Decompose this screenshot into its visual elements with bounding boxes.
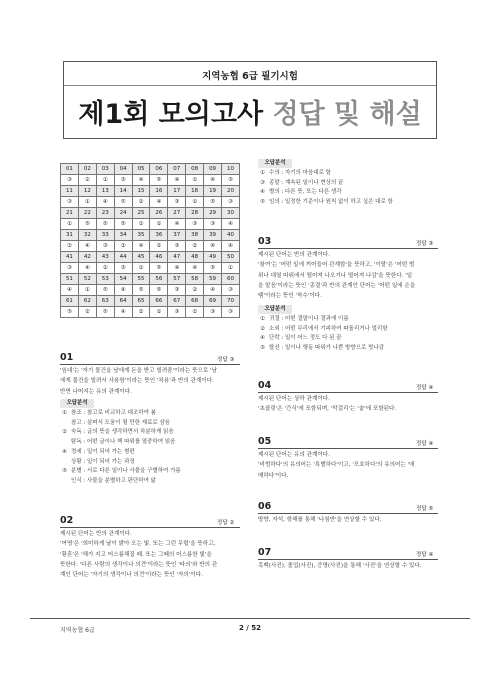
wrong-answer-badge: 오답분석: [60, 399, 94, 408]
grid-question-number: 61: [61, 296, 79, 307]
grid-answer: ③: [61, 175, 79, 186]
grid-question-number: 10: [222, 164, 240, 175]
grid-answer-row: [61, 263, 240, 274]
grid-answer: ①: [78, 197, 96, 208]
grid-question-number: 38: [186, 230, 204, 241]
grid-question-number: 19: [204, 186, 222, 197]
explanation-06: [258, 515, 443, 525]
grid-answer: ⑤: [150, 285, 168, 296]
grid-answer: ③: [168, 285, 186, 296]
grid-answer: ④: [222, 219, 240, 230]
grid-answer: ②: [61, 241, 79, 252]
grid-answer: ①: [78, 285, 96, 296]
list-item: 탐독 : 어떤 글이나 책 따위를 열중하여 읽음: [71, 439, 176, 446]
grid-answer-row: [61, 307, 240, 318]
explanation-07: [258, 561, 443, 571]
grid-question-number: 04: [114, 164, 132, 175]
grid-question-number: 08: [186, 164, 204, 175]
grid-question-number: 51: [61, 274, 79, 285]
grid-question-number: 05: [132, 164, 150, 175]
grid-question-number: 28: [186, 208, 204, 219]
answer-04: 정답 ④: [416, 385, 434, 391]
grid-question-number: 21: [61, 208, 79, 219]
grid-question-number: 27: [168, 208, 186, 219]
grid-answer: ⑤: [61, 307, 79, 318]
explanation-line: '임대'는 '자기 물건을 남에게 돈을 받고 빌려줌'이라는 뜻으로 '남: [60, 368, 218, 374]
grid-question-number: 16: [150, 186, 168, 197]
grid-question-number: 57: [168, 274, 186, 285]
question-divider: [258, 559, 438, 560]
grid-question-number: 64: [114, 296, 132, 307]
question-number-04: 04: [258, 380, 272, 391]
list-item: ⑤ 분별 : 서로 다른 일이나 사물을 구별하여 가름: [62, 468, 181, 475]
grid-question-number: 31: [61, 230, 79, 241]
grid-question-number: 13: [96, 186, 114, 197]
grid-answer: ③: [61, 197, 79, 208]
grid-answer: ②: [96, 263, 114, 274]
grid-answer: ④: [204, 241, 222, 252]
grid-answer: ①: [150, 307, 168, 318]
grid-answer: ④: [78, 263, 96, 274]
grid-answer: ②: [186, 241, 204, 252]
answer-01: 정답 ③: [217, 357, 235, 363]
grid-answer: ③: [168, 307, 186, 318]
grid-question-number: 01: [61, 164, 79, 175]
grid-question-number: 11: [61, 186, 79, 197]
grid-answer: ④: [168, 175, 186, 186]
question-number-02: 02: [60, 515, 74, 526]
grid-question-number: 42: [78, 252, 96, 263]
grid-question-number: 17: [168, 186, 186, 197]
grid-answer: ③: [168, 241, 186, 252]
grid-answer: ①: [186, 307, 204, 318]
grid-question-number: 29: [204, 208, 222, 219]
footer-divider: [30, 618, 470, 619]
grid-number-row: [61, 208, 240, 219]
grid-question-number: 49: [204, 252, 222, 263]
grid-answer: ④: [168, 263, 186, 274]
title-answers: 정답 및 해설: [272, 99, 422, 130]
grid-question-number: 03: [96, 164, 114, 175]
title-box: [63, 61, 437, 139]
question-divider: [258, 513, 438, 514]
grid-question-number: 48: [186, 252, 204, 263]
grid-answer-row: [61, 285, 240, 296]
grid-question-number: 66: [150, 296, 168, 307]
explanation-05: [258, 450, 443, 481]
grid-answer: ⑤: [96, 307, 114, 318]
explanation-01: [60, 366, 242, 397]
title-round: 제1회 모의고사: [78, 99, 264, 130]
grid-answer: ③: [96, 241, 114, 252]
grid-answer: ⑤: [114, 219, 132, 230]
grid-answer: ②: [132, 197, 150, 208]
explanation-line: 뗌'이라는 뜻인 '착수'이다.: [258, 293, 322, 300]
grid-question-number: 22: [78, 208, 96, 219]
grid-answer: ③: [222, 197, 240, 208]
grid-question-number: 15: [132, 186, 150, 197]
grid-answer-row: [61, 197, 240, 208]
grid-answer: ③: [168, 197, 186, 208]
grid-number-row: [61, 252, 240, 263]
answer-02: 정답 ②: [217, 520, 235, 526]
explanation-line: '초콜릿'은 '간식'에 포함되며, '막걸리'는 '술'에 포함된다.: [258, 406, 397, 413]
grid-question-number: 39: [204, 230, 222, 241]
grid-answer: ④: [150, 197, 168, 208]
question-number-05: 05: [258, 436, 272, 447]
grid-question-number: 12: [78, 186, 96, 197]
grid-answer: ⑤: [150, 263, 168, 274]
explanation-line: '황혼'은 '해가 지고 어스름해질 때. 또는 그때의 어스름한 빛'을: [60, 551, 212, 558]
explanation-line: '비범하다'의 유의어는 '특별하다'이고, '모호하다'의 유의어는 '애: [258, 462, 415, 469]
grid-question-number: 70: [222, 296, 240, 307]
grid-answer: ④: [96, 197, 114, 208]
grid-question-number: 30: [222, 208, 240, 219]
grid-answer: ⑤: [204, 263, 222, 274]
wrong-answer-list-01: [62, 409, 181, 487]
grid-question-number: 33: [96, 230, 114, 241]
explanation-03: [258, 250, 443, 301]
grid-answer: ③: [204, 307, 222, 318]
explanation-line: 을 맡음'이라는 뜻인 '종결'과 반의 관계인 단어는 '어떤 일에 손을: [258, 282, 416, 289]
grid-answer: ⑤: [114, 197, 132, 208]
answer-grid: [60, 163, 240, 318]
grid-question-number: 43: [96, 252, 114, 263]
question-divider: [258, 448, 438, 449]
grid-question-number: 47: [168, 252, 186, 263]
grid-question-number: 23: [96, 208, 114, 219]
list-item: 인식 : 사물을 분별하고 판단하여 앎: [71, 477, 156, 484]
grid-answer: ③: [204, 219, 222, 230]
explanation-line: 매하다'이다.: [258, 472, 289, 479]
grid-answer-row: [61, 175, 240, 186]
grid-answer: ①: [114, 241, 132, 252]
grid-answer: ④: [186, 263, 204, 274]
grid-answer: ②: [186, 285, 204, 296]
explanation-line: 계인 단어는 '자기의 생각이나 의견'이라는 뜻인 '자의'이다.: [60, 572, 203, 579]
grid-question-number: 26: [150, 208, 168, 219]
grid-question-number: 24: [114, 208, 132, 219]
grid-question-number: 50: [222, 252, 240, 263]
grid-number-row: [61, 186, 240, 197]
grid-answer: ③: [114, 263, 132, 274]
question-number-06: 06: [258, 501, 272, 512]
question-divider: [60, 364, 240, 365]
grid-number-row: [61, 296, 240, 307]
grid-question-number: 59: [204, 274, 222, 285]
footer-book-title: 지역농협 6급: [60, 627, 95, 634]
grid-number-row: [61, 274, 240, 285]
explanation-line: 에게 물건을 빌려서 사용함'이라는 뜻인 '차용'과 반의 관계이다.: [60, 378, 214, 385]
question-divider: [258, 248, 438, 249]
grid-question-number: 68: [186, 296, 204, 307]
explanation-line: 방향, 자석, 항해를 통해 '나침반'을 연상할 수 있다.: [258, 517, 382, 523]
grid-answer: ⑤: [150, 175, 168, 186]
grid-answer: ①: [61, 219, 79, 230]
grid-question-number: 14: [114, 186, 132, 197]
grid-question-number: 62: [78, 296, 96, 307]
grid-answer: ④: [78, 241, 96, 252]
grid-question-number: 54: [114, 274, 132, 285]
answer-06: 정답 ⑤: [416, 506, 434, 512]
grid-question-number: 36: [150, 230, 168, 241]
grid-answer-row: [61, 219, 240, 230]
list-item: ② 숙독 : 글의 뜻을 생각하면서 차분하게 읽음: [62, 429, 174, 436]
grid-question-number: 46: [150, 252, 168, 263]
grid-answer: ⑤: [222, 175, 240, 186]
answer-05: 정답 ④: [416, 441, 434, 447]
exam-subtitle: 지역농협 6급 필기시험: [202, 71, 298, 82]
grid-question-number: 18: [186, 186, 204, 197]
question-number-01: 01: [60, 352, 74, 363]
grid-answer: ②: [150, 241, 168, 252]
grid-answer: ⑤: [132, 285, 150, 296]
explanation-line: 반면 나머지는 유의 관계이다.: [60, 388, 132, 395]
grid-answer: ④: [222, 241, 240, 252]
grid-question-number: 34: [114, 230, 132, 241]
list-item: ⑤ 임의 : 일정한 기준이나 원칙 없이 하고 싶은 대로 함: [260, 199, 393, 206]
grid-question-number: 67: [168, 296, 186, 307]
grid-answer: ③: [61, 263, 79, 274]
grid-answer: ⑤: [204, 197, 222, 208]
list-item: 참고 : 살펴서 도움이 될 만한 재료로 삼음: [71, 419, 171, 426]
question-divider: [258, 392, 438, 393]
grid-answer: ⑤: [96, 285, 114, 296]
grid-answer: ④: [132, 241, 150, 252]
answer-07: 정답 ④: [416, 552, 434, 558]
grid-question-number: 32: [78, 230, 96, 241]
grid-answer: ③: [222, 307, 240, 318]
grid-question-number: 35: [132, 230, 150, 241]
wrong-answer-badge: 오답분석: [258, 305, 292, 314]
explanation-line: '여명'은 '희미하게 날이 밝아 오는 빛. 또는 그런 무렵'을 뜻하고,: [60, 541, 216, 548]
list-item: ① 귀결 : 어떤 결말이나 결과에 이름: [260, 316, 349, 322]
grid-answer: ①: [186, 197, 204, 208]
wrong-answer-badge: 오답분석: [258, 159, 292, 168]
grid-question-number: 63: [96, 296, 114, 307]
grid-answer: ⑤: [96, 219, 114, 230]
grid-answer: ②: [78, 307, 96, 318]
grid-answer: ⑤: [78, 219, 96, 230]
grid-question-number: 44: [114, 252, 132, 263]
grid-answer: ④: [114, 307, 132, 318]
grid-question-number: 52: [78, 274, 96, 285]
list-item: ③ 종말 : 계속된 일이나 현상의 끝: [260, 179, 344, 186]
grid-answer: ②: [132, 307, 150, 318]
grid-question-number: 55: [132, 274, 150, 285]
grid-answer: ④: [204, 285, 222, 296]
grid-answer: ④: [168, 219, 186, 230]
grid-answer: ④: [204, 175, 222, 186]
list-item: ② 소외 : 어떤 무리에서 기피하여 따돌리거나 멀리함: [260, 325, 388, 332]
grid-answer: ④: [132, 175, 150, 186]
explanation-line: 제시된 단어는 반의 관계이다.: [60, 531, 132, 537]
wrong-answer-list-02: [260, 169, 393, 208]
explanation-04: [258, 394, 443, 415]
grid-answer: ①: [150, 219, 168, 230]
explanation-line: 뜻한다. '다른 사람의 생각이나 의견'이라는 뜻인 '타의'와 반의 관: [60, 561, 218, 568]
grid-answer: ③: [222, 285, 240, 296]
question-divider: [60, 527, 240, 528]
question-number-07: 07: [258, 547, 272, 558]
list-item: ⑤ 탈선 : 일이나 행동 따위가 나쁜 방향으로 빗나감: [260, 345, 385, 352]
grid-answer: ③: [186, 219, 204, 230]
grid-answer: ②: [78, 175, 96, 186]
grid-question-number: 02: [78, 164, 96, 175]
grid-answer: ④: [61, 285, 79, 296]
grid-question-number: 40: [222, 230, 240, 241]
grid-question-number: 69: [204, 296, 222, 307]
grid-question-number: 58: [186, 274, 204, 285]
grid-question-number: 45: [132, 252, 150, 263]
list-item: ① 수의 : 자기의 마음대로 함: [260, 170, 331, 176]
grid-answer: ①: [132, 219, 150, 230]
grid-question-number: 56: [150, 274, 168, 285]
explanation-02: [60, 529, 245, 580]
grid-question-number: 41: [61, 252, 79, 263]
grid-answer: ①: [132, 263, 150, 274]
grid-answer: ①: [222, 263, 240, 274]
explanation-line: 제시된 단어는 유의 관계이다.: [258, 452, 330, 458]
title-divider: [64, 85, 436, 86]
explanation-line: 흑백(사진), 졸업(사진), 증명(사진)을 통해 '사진'을 연상할 수 있다.: [258, 563, 422, 569]
grid-answer-row: [61, 241, 240, 252]
list-item: 상황 : 일이 되어 가는 과정: [71, 458, 135, 465]
grid-question-number: 06: [150, 164, 168, 175]
grid-question-number: 65: [132, 296, 150, 307]
grid-question-number: 25: [132, 208, 150, 219]
list-item: ① 참조 : 참고로 비교하고 대조하여 봄: [62, 410, 156, 416]
page-title: [64, 92, 436, 131]
grid-number-row: [61, 230, 240, 241]
explanation-line: 제시된 단어는 반의 관계이다.: [258, 252, 330, 258]
explanation-line: 제시된 단어는 상하 관계이다.: [258, 396, 330, 402]
grid-answer: ①: [186, 175, 204, 186]
list-item: ④ 단락 : 일이 어느 정도 다 된 끝: [260, 335, 342, 342]
explanation-line: '참여'는 '어떤 일에 끼어들어 관계함'을 뜻하고, '이탈'은 '어떤 범: [258, 262, 415, 269]
page-number: 2 / 52: [238, 624, 262, 632]
grid-question-number: 37: [168, 230, 186, 241]
list-item: ④ 별의 : 다른 뜻, 또는 다른 생각: [260, 189, 342, 196]
grid-answer: ③: [114, 175, 132, 186]
grid-question-number: 20: [222, 186, 240, 197]
wrong-answer-list-03: [260, 315, 388, 354]
grid-question-number: 53: [96, 274, 114, 285]
grid-answer: ④: [114, 285, 132, 296]
grid-answer: ①: [96, 175, 114, 186]
explanation-line: 위나 대열 따위에서 떨어져 나오거나 떨어져 나감'을 뜻한다. '일: [258, 272, 413, 279]
answer-03: 정답 ③: [416, 241, 434, 247]
grid-number-row: [61, 164, 240, 175]
grid-question-number: 60: [222, 274, 240, 285]
list-item: ④ 정세 : 일이 되어 가는 형편: [62, 448, 135, 455]
question-number-03: 03: [258, 236, 272, 247]
grid-question-number: 07: [168, 164, 186, 175]
grid-question-number: 09: [204, 164, 222, 175]
